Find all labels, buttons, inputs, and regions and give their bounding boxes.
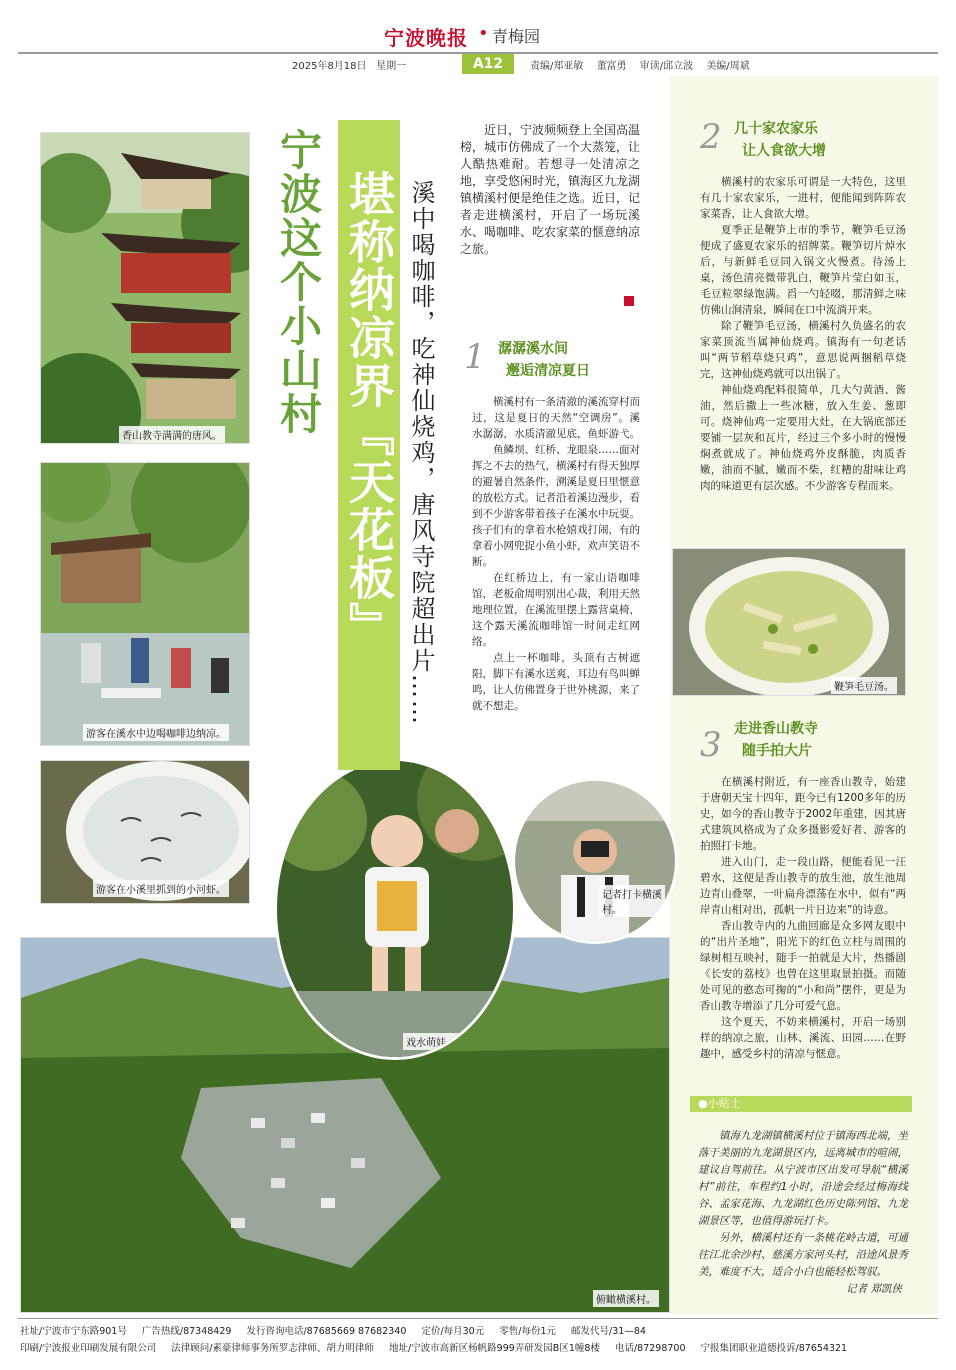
section1-title-line1: 潺潺溪水间 bbox=[498, 341, 568, 357]
section2-title-line2: 让人食欲大增 bbox=[742, 143, 826, 159]
tips-body bbox=[698, 1128, 908, 1298]
intro-paragraph: 近日，宁波频频登上全国高温榜，城市仿佛成了一个大蒸笼，让人酷热难耐。若想寻一处清凉之地，享受悠闲时光，镇海区九龙湖镇横溪村便是绝佳之选。近日，记者走进横溪村，开启了一场玩溪水、喝咖啡、吃农家菜的惬意纳凉之旅。 bbox=[460, 123, 641, 256]
section2-body bbox=[700, 174, 906, 494]
aerial-caption: 俯瞰横溪村。 bbox=[593, 1290, 659, 1307]
footer-item: 定价/每月30元 bbox=[421, 1326, 485, 1337]
footer-item: 地址/宁波市高新区杨帆路999弄研发园B区1幢8楼 bbox=[388, 1343, 600, 1354]
footer-item: 印刷/宁波报业印刷发展有限公司 bbox=[20, 1343, 157, 1354]
footer-item: 邮发代号/31—84 bbox=[571, 1326, 646, 1337]
paragraph: 香山教寺内的九曲回廊是众多网友眼中的“出片圣地”，阳光下的红色立柱与周围的绿树相互映衬，随手一拍就是大片，热播剧《长安的荔枝》也曾在这里取景拍摄。而随处可见的憨态可掬的“小和尚”摆件，更是为香山教寺增添了几分可爱气息。 bbox=[700, 920, 906, 1012]
paragraph: 这个夏天，不妨来横溪村，开启一场别样的纳凉之旅，山林、溪流、田园……在野趣中，感受乡村的清凉与惬意。 bbox=[700, 1016, 906, 1060]
paragraph: 除了鞭笋毛豆汤，横溪村久负盛名的农家菜顶流当属神仙烧鸡。镇海有一句老话叫“两节稻草烧只鸡”，意思说两捆稻草烧完，这神仙烧鸡就可以出锅了。 bbox=[700, 320, 906, 380]
intro-end-mark bbox=[624, 296, 634, 306]
stream-cafe-photo bbox=[40, 462, 250, 746]
footer-item: 发行咨询电话/87685669 87682340 bbox=[246, 1326, 407, 1337]
section2-title-line1: 几十家农家乐 bbox=[734, 121, 818, 137]
section3-number: 3 bbox=[700, 725, 722, 765]
main-headline: 宁波这个小山村 bbox=[274, 128, 323, 436]
section1-heading bbox=[498, 338, 590, 382]
section1-title-line2: 邂逅清凉夏日 bbox=[506, 363, 590, 379]
section2-heading bbox=[734, 118, 826, 162]
section3-title-line2: 随手拍大片 bbox=[742, 743, 812, 759]
baby-caption: 戏水萌娃。 bbox=[403, 1033, 459, 1050]
section1-body bbox=[472, 394, 640, 714]
editor-credit: 责编/郑亚敏 bbox=[530, 61, 584, 72]
soup-illustration bbox=[673, 549, 905, 695]
newspaper-logo: 宁波晚报 bbox=[384, 26, 468, 50]
paragraph: 镇海九龙湖镇横溪村位于镇海西北端，坐落于美丽的九龙湖景区内，远离城市的喧闹，建议自驾前往。从宁波市区出发可导航“横溪村”前往，车程约1小时，沿途会经过梅海线谷、孟家花海、九龙湖红色历史陈列馆、九龙湖景区等，也值得游玩打卡。 bbox=[698, 1130, 908, 1227]
shrimp-photo bbox=[40, 760, 250, 904]
section3-title-line1: 走进香山教寺 bbox=[734, 721, 818, 737]
page-number: A12 bbox=[462, 54, 514, 74]
section3-body bbox=[700, 774, 906, 1062]
footer-rule bbox=[18, 1318, 938, 1319]
footer-item: 广告热线/87348429 bbox=[141, 1326, 232, 1337]
footer-item: 宁报集团职业道德投诉/87654321 bbox=[700, 1343, 848, 1354]
temple-caption: 香山教寺满满的唐风。 bbox=[119, 426, 225, 443]
dateline bbox=[292, 57, 406, 72]
design-credit: 美编/周斌 bbox=[706, 61, 750, 72]
weekday: 星期一 bbox=[376, 61, 407, 72]
footer-line-2 bbox=[20, 1340, 847, 1354]
masthead-separator: • bbox=[478, 23, 489, 44]
paragraph: 夏季正是鞭笋上市的季节，鞭笋毛豆汤便成了盛夏农家乐的招牌菜。鞭笋切片焯水后，与新鲜毛豆同入锅文火慢煮。待汤上桌，汤色清亮微带乳白，鞭笋片莹白如玉，毛豆粒翠绿饱满。舀一勺轻啜，那清鲜之味仿佛山涧清泉，瞬间在口中流淌开来。 bbox=[700, 224, 906, 316]
footer-item: 法律顾问/素豪律师事务所罗志律师、胡力明律师 bbox=[171, 1343, 374, 1354]
proof-credit: 审读/邱立波 bbox=[639, 61, 694, 72]
section3-heading bbox=[734, 718, 818, 762]
footer-item: 社址/宁波市宁东路901号 bbox=[20, 1326, 127, 1337]
soup-photo bbox=[672, 548, 906, 696]
desk-credit: 董富勇 bbox=[596, 61, 627, 72]
soup-caption: 鞭笋毛豆汤。 bbox=[831, 677, 897, 694]
section-name: 青梅园 bbox=[492, 27, 541, 46]
stream-cafe-illustration bbox=[41, 463, 249, 745]
paragraph: 鱼鳞坝、红桥、龙眼泉……面对挥之不去的热气，横溪村有得天独厚的避暑自然条件，溯溪是夏日里惬意的放松方式。记者沿着溪边漫步，看到不少游客带着孩子在溪水中玩耍。孩子们有的拿着水枪嬉戏打闹，有的拿着小网兜捉小鱼小虾，欢声笑语不断。 bbox=[472, 444, 640, 568]
footer-item: 电话/87298700 bbox=[614, 1343, 686, 1354]
paragraph: 在红桥边上，有一家山语咖啡馆，老板俞周明别出心裁，利用天然地理位置，在溪流里摆上露营桌椅，这个露天溪流咖啡馆一时间走红网络。 bbox=[472, 572, 640, 648]
editor-credits bbox=[530, 57, 750, 72]
paragraph: 进入山门，走一段山路，便能看见一汪碧水，这便是香山教寺的放生池，放生池周边青山叠翠，一叶扁舟漂荡在水中，似有“两岸青山相对出，孤帆一片日边来”的诗意。 bbox=[700, 856, 906, 916]
reporter-caption: 记者打卡横溪村。 bbox=[599, 885, 665, 917]
paragraph: 横溪村有一条清澈的溪流穿村而过，这是夏日的天然“空调房”。溪水潺潺，水质清澈见底，鱼虾游弋。 bbox=[472, 396, 640, 440]
paragraph: 横溪村的农家乐可谓是一大特色，这里有几十家农家乐，一进村，便能闻到阵阵农家菜香，让人食欲大增。 bbox=[700, 176, 906, 220]
footer-line-1 bbox=[20, 1323, 646, 1337]
sub-headline: 溪中喝咖啡，吃神仙烧鸡，唐风寺院超出片…… bbox=[407, 180, 435, 726]
baby-illustration bbox=[277, 761, 513, 1057]
temple-illustration bbox=[41, 133, 249, 443]
paragraph: 点上一杯咖啡，头顶有古树遮阳，脚下有溪水送爽，耳边有鸟叫蝉鸣，让人仿佛置身于世外桃源，来了就不想走。 bbox=[472, 652, 640, 712]
temple-photo bbox=[40, 132, 250, 444]
reporter-photo bbox=[512, 778, 678, 944]
issue-date: 2025年8月18日 bbox=[292, 61, 367, 72]
headline-band-text: 堪称纳凉界『天花板』 bbox=[342, 170, 396, 650]
section1-number: 1 bbox=[464, 337, 486, 377]
footer-item: 零售/每份1元 bbox=[499, 1326, 557, 1337]
byline: 记者 郑凯侠 bbox=[846, 1283, 902, 1295]
stream-cafe-caption: 游客在溪水中边喝咖啡边纳凉。 bbox=[83, 724, 229, 741]
baby-photo bbox=[274, 758, 516, 1060]
paragraph: 另外，横溪村还有一条桃花岭古道，可通往江北余沙村、慈溪方家河头村，沿途风景秀美，难度不大，适合小白也能轻松驾驭。 bbox=[698, 1232, 908, 1278]
reporter-illustration bbox=[515, 781, 675, 941]
tips-label: ●小贴士 bbox=[690, 1096, 912, 1112]
section2-number: 2 bbox=[700, 117, 722, 157]
shrimp-caption: 游客在小溪里抓到的小河虾。 bbox=[93, 880, 229, 897]
paragraph: 神仙烧鸡配料很简单，几大勺黄酒、酱油，然后撒上一些冰糖，放入生姜、葱即可。烧神仙鸡一定要用大灶，在大锅底部还要铺一层灰和瓦片，经过三个多小时的慢慢焖煮就成了。神仙烧鸡外皮酥脆，肉质香嫩，油而不腻，嫩而不柴，红糟的甜味让鸡肉的味道更有层次感。不少游客专程而来。 bbox=[700, 384, 906, 492]
paragraph: 在横溪村附近，有一座香山教寺，始建于唐朝天宝十四年，距今已有1200多年的历史，如今的香山教寺于2002年重建，因其唐式建筑风格成为了众多摄影爱好者、游客的拍照打卡地。 bbox=[700, 776, 906, 852]
